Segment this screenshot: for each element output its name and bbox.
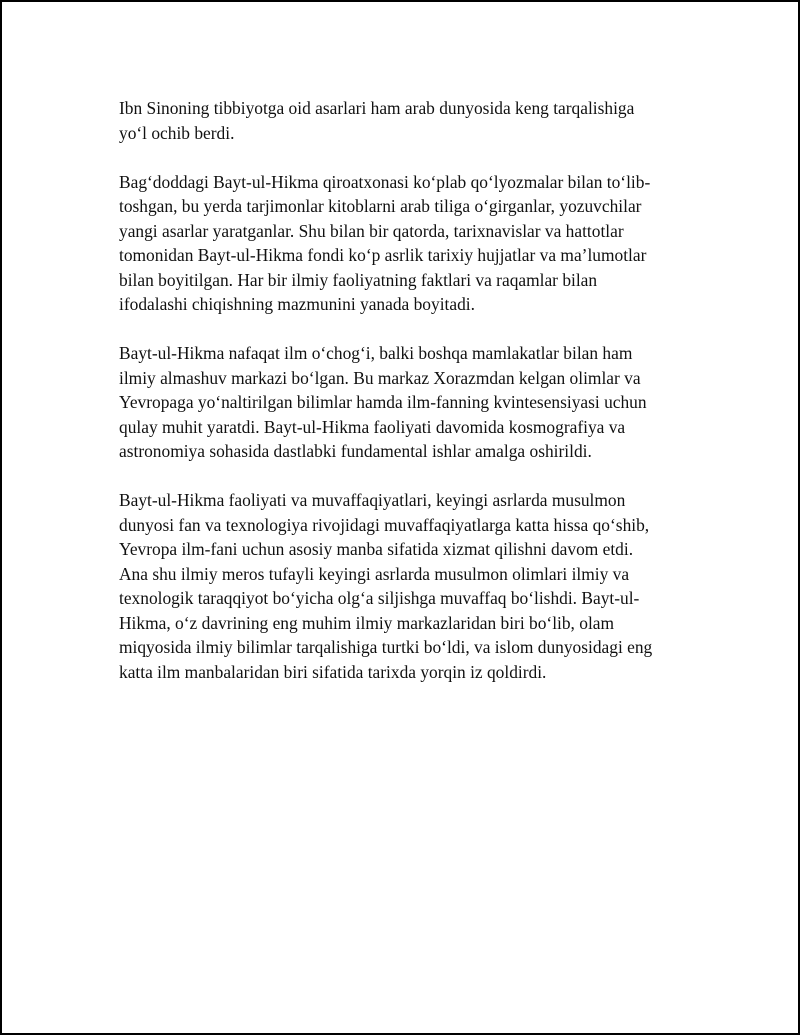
text-line: Bag‘doddagi Bayt-ul-Hikma qiroatxonasi ko‘plab qo‘lyozmalar bilan to‘lib-: [119, 171, 651, 192]
document-body: [119, 96, 689, 709]
paragraph-3: [119, 341, 689, 464]
text-line: Bayt-ul-Hikma nafaqat ilm o‘chog‘i, balki boshqa mamlakatlar bilan ham: [119, 343, 633, 363]
text-line: ilmiy almashuv markazi bo‘lgan. Bu markaz Xorazmdan kelgan olimlar va: [119, 367, 641, 388]
paragraph-4: [119, 488, 689, 684]
text-line: yo‘l ochib berdi.: [119, 122, 235, 143]
text-line: dunyosi fan va texnologiya rivojidagi muvaffaqiyatlarga katta hissa qo‘shib,: [119, 514, 650, 535]
text-line: Yevropa ilm-fani uchun asosiy manba sifatida xizmat qilishni davom etdi.: [119, 539, 634, 559]
paragraph-1: [119, 96, 689, 145]
text-line: qulay muhit yaratdi. Bayt-ul-Hikma faoliyati davomida kosmografiya va: [119, 416, 626, 437]
text-line: Ibn Sinoning tibbiyotga oid asarlari ham arab dunyosida keng tarqalishiga: [119, 98, 635, 118]
text-line: Bayt-ul-Hikma faoliyati va muvaffaqiyatlari, keyingi asrlarda musulmon: [119, 490, 626, 510]
text-line: Ana shu ilmiy meros tufayli keyingi asrlarda musulmon olimlari ilmiy va: [119, 563, 630, 584]
text-line: toshgan, bu yerda tarjimonlar kitoblarni arab tiliga o‘girganlar, yozuvchilar: [119, 196, 642, 216]
paragraph-2: [119, 170, 689, 317]
text-line: texnologik taraqqiyot bo‘yicha olg‘a siljishga muvaffaq bo‘lishdi. Bayt-ul-: [119, 588, 640, 608]
text-line: astronomiya sohasida dastlabki fundamental ishlar amalga oshirildi.: [119, 441, 592, 461]
text-line: miqyosida ilmiy bilimlar tarqalishiga turtki bo‘ldi, va islom dunyosidagi eng: [119, 637, 653, 657]
text-line: tomonidan Bayt-ul-Hikma fondi ko‘p asrlik tarixiy hujjatlar va ma’lumotlar: [119, 245, 647, 265]
text-line: Hikma, o‘z davrining eng muhim ilmiy markazlaridan biri bo‘lib, olam: [119, 612, 615, 633]
text-line: Yevropaga yo‘naltirilgan bilimlar hamda ilm-fanning kvintesensiyasi uchun: [119, 392, 647, 412]
text-line: bilan boyitilgan. Har bir ilmiy faoliyatning faktlari va raqamlar bilan: [119, 269, 598, 290]
text-line: katta ilm manbalaridan biri sifatida tarixda yorqin iz qoldirdi.: [119, 661, 547, 682]
text-line: yangi asarlar yaratganlar. Shu bilan bir qatorda, tarixnavislar va hattotlar: [119, 220, 624, 241]
text-line: ifodalashi chiqishning mazmunini yanada boyitadi.: [119, 294, 475, 314]
